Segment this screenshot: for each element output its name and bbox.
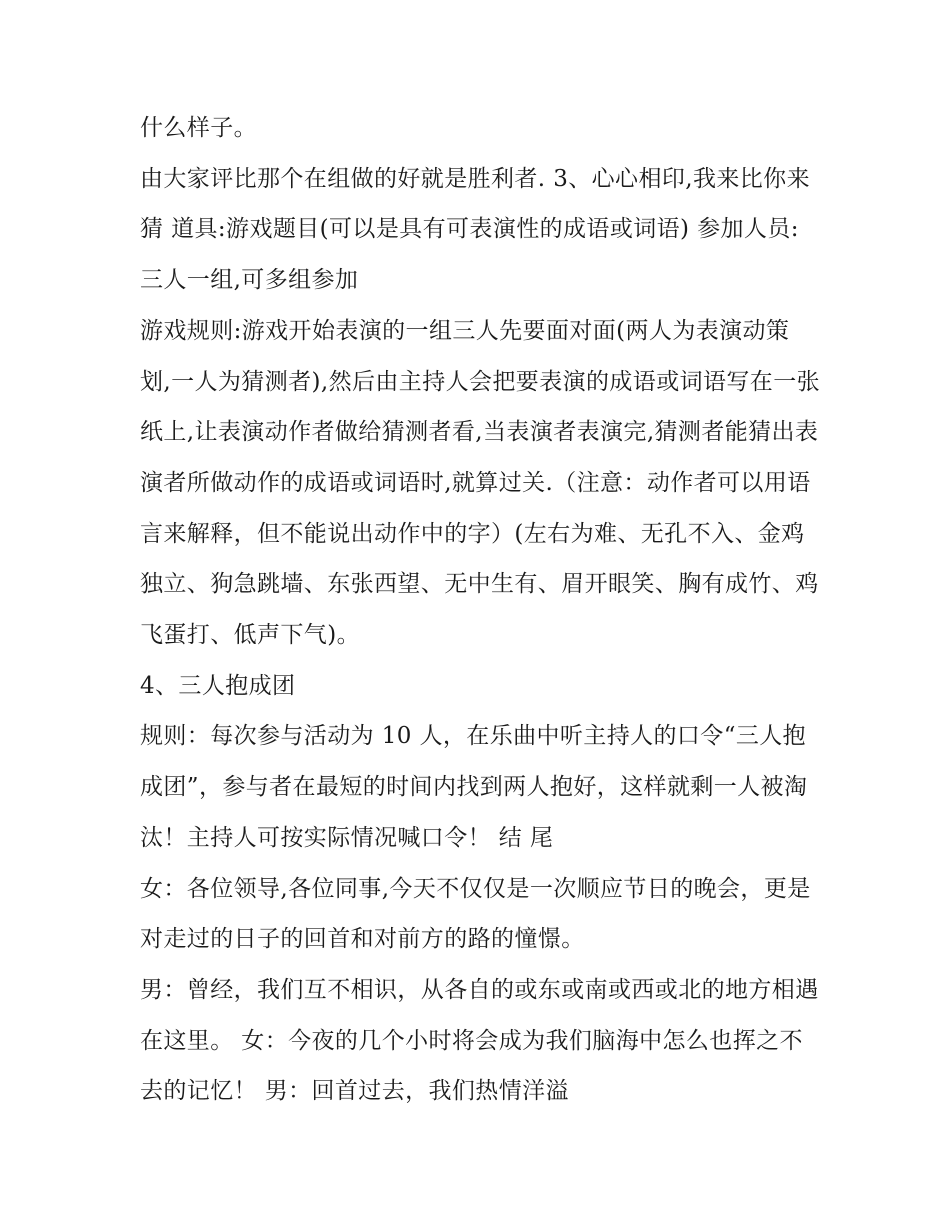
paragraph-game-3-intro: 由大家评比那个在组做的好就是胜利者. 3、心心相印,我来比你来猜 道具:游戏题目(可以是具有可表演性的成语或词语) 参加人员:三人一组,可多组参加 — [140, 165, 810, 294]
document-body — [140, 103, 820, 1117]
paragraph-game-4-rules: 规则：每次参与活动为 10 人，在乐曲中听主持人的口令“三人抱成团”，参与者在最短的时间内找到两人抱好，这样就剩一人被淘汰！主持人可按实际情况喊口令！ 结 尾 — [140, 723, 808, 851]
paragraph-female-host: 女：各位领导,各位同事,今天不仅仅是一次顺应节日的晚会，更是对走过的日子的回首和对前方的路的憧憬。 — [140, 875, 811, 953]
paragraph-male-host: 男：曾经，我们互不相识，从各自的或东或南或西或北的地方相遇在这里。 女：今夜的几个小时将会成为我们脑海中怎么也挥之不去的记忆！ 男：回首过去，我们热情洋溢 — [140, 976, 819, 1105]
heading-game-4: 4、三人抱成团 — [140, 672, 296, 699]
paragraph-continuation: 什么样子。 — [140, 115, 257, 141]
paragraph-game-3-rules: 游戏规则:游戏开始表演的一组三人先要面对面(两人为表演动策划,一人为猜测者),然后由主持人会把要表演的成语或词语写在一张纸上,让表演动作者做给猜测者看,当表演者表演完,猜测者能猜出表演者所做动作的成语或词语时,就算过关.（注意：动作者可以用语言来解释，但不能说出动作中的字）(左右为难、无孔不入、金鸡独立、狗急跳墙、东张西望、无中生有、眉开眼笑、胸有成竹、鸡飞蛋打、低声下气)。 — [140, 317, 820, 649]
